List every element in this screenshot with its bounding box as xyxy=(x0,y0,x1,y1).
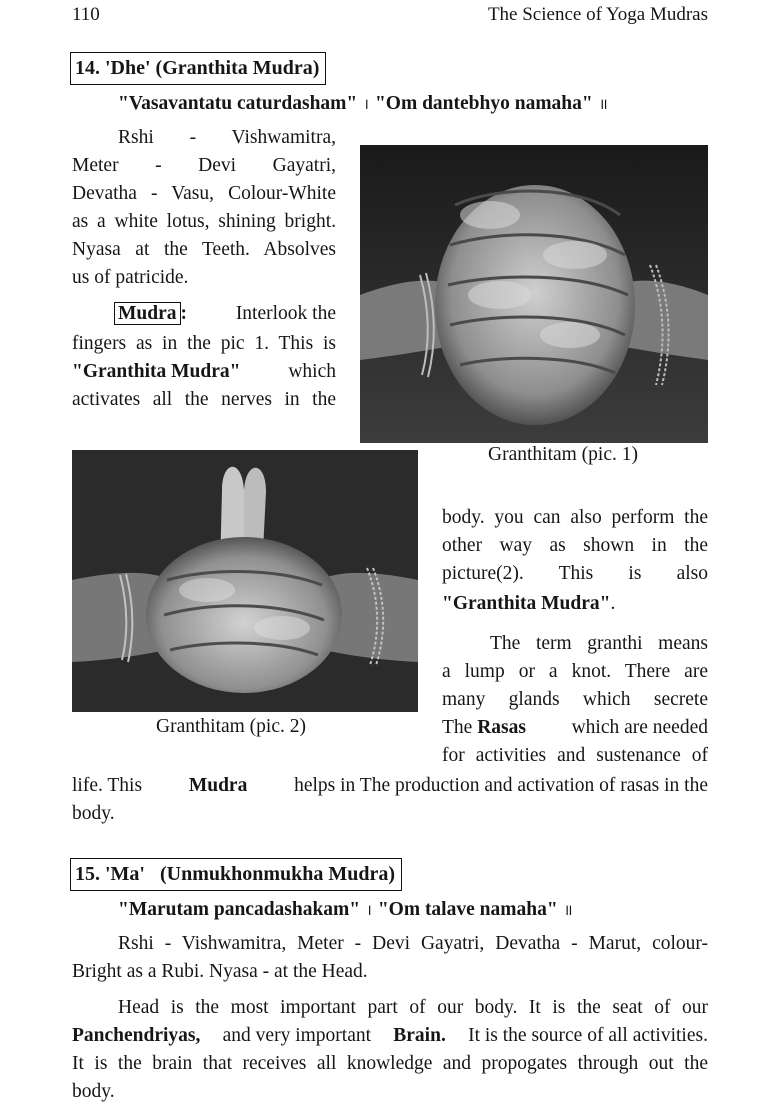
right-line-4 xyxy=(442,590,615,618)
granthi-line-2: a lump or a knot. There are xyxy=(442,661,708,682)
rshi-line-1: Rshi - Vishwamitra, Meter - Devi Gayatri, Devatha - Marut, colour- xyxy=(118,933,708,954)
mudra-line-1 xyxy=(114,300,336,328)
granthita-mudra-bold-2: "Granthita Mudra" xyxy=(442,593,611,614)
right-line-1: body. you can also perform the xyxy=(442,507,708,528)
mudra-line-3-rest: which xyxy=(288,361,336,382)
intro-line-4: as a white lotus, shining bright. xyxy=(72,211,336,232)
intro-line-3: Devatha - Vasu, Colour-White xyxy=(72,183,336,204)
pic-2-caption: Granthitam (pic. 2) xyxy=(156,716,306,737)
intro-line-1: Rshi - Vishwamitra, xyxy=(118,127,336,148)
body-end-line: body. xyxy=(72,803,115,824)
pic-1-caption: Granthitam (pic. 1) xyxy=(488,444,638,465)
mantra-separator: । xyxy=(363,97,369,113)
head-line-4: body. xyxy=(72,1081,115,1102)
head-line-2-rest: It is the source of all activities. xyxy=(468,1025,708,1046)
section-15-mantra xyxy=(118,896,579,925)
mantra-part-b: "Om dantebhyo namaha" xyxy=(374,93,593,114)
mantra-15-part-a: "Marutam pancadashakam" xyxy=(118,899,361,920)
mantra-15-end: ॥ xyxy=(563,903,573,919)
granthita-mudra-bold: "Granthita Mudra" xyxy=(72,361,241,382)
section-14-mantra xyxy=(118,90,614,119)
mantra-part-a: "Vasavantatu caturdasham" xyxy=(118,93,358,114)
intro-line-6: us of patricide. xyxy=(72,267,189,288)
granthi-line-3: many glands which secrete xyxy=(442,689,708,710)
head-line-2 xyxy=(72,1022,708,1050)
brain-bold: Brain. xyxy=(393,1025,446,1046)
life-bold: Mudra xyxy=(188,775,248,796)
granthi-line-1: The term granthi means xyxy=(490,633,708,654)
life-post: helps in The production and activation of rasas in the xyxy=(294,775,708,796)
period: . xyxy=(610,593,616,614)
running-title: The Science of Yoga Mudras xyxy=(487,4,708,25)
life-pre: life. This xyxy=(72,775,143,796)
head-line-1: Head is the most important part of our body. It is the seat of our xyxy=(118,997,708,1018)
granthita-photo-1 xyxy=(360,145,708,443)
intro-line-5: Nyasa at the Teeth. Absolves xyxy=(72,239,336,260)
rasas-pre: The xyxy=(442,717,473,738)
mudra-line-4: activates all the nerves in the xyxy=(72,389,336,410)
mantra-15-separator: । xyxy=(366,903,372,919)
section-15-number: 15. 'Ma' xyxy=(75,863,145,885)
rasas-line xyxy=(442,714,708,742)
mudra-line-3 xyxy=(72,358,336,386)
mantra-15-part-b: "Om talave namaha" xyxy=(377,899,558,920)
rasas-post: which are needed xyxy=(571,717,708,738)
rshi-line-2: Bright as a Rubi. Nyasa - at the Head. xyxy=(72,961,368,982)
panchendriyas-bold: Panchendriyas, xyxy=(72,1025,201,1046)
page-number: 110 xyxy=(72,4,100,25)
right-line-3: picture(2). This is also xyxy=(442,563,708,584)
mantra-end: ॥ xyxy=(598,97,608,113)
granthita-photo-2 xyxy=(72,450,418,712)
section-15-title xyxy=(70,858,402,891)
section-14-title: 14. 'Dhe' (Granthita Mudra) xyxy=(70,52,326,85)
intro-line-2: Meter - Devi Gayatri, xyxy=(72,155,336,176)
mudra-label: Mudra xyxy=(114,302,181,325)
mudra-line-2: fingers as in the pic 1. This is xyxy=(72,333,336,354)
section-15-name: (Unmukhonmukha Mudra) xyxy=(160,863,396,885)
right-line-2: other way as shown in the xyxy=(442,535,708,556)
head-line-2-mid: and very important xyxy=(222,1025,372,1046)
rasas-bold: Rasas xyxy=(477,717,526,738)
head-line-3: It is the brain that receives all knowledge and propogates through out the xyxy=(72,1053,708,1074)
sustenance-line: for activities and sustenance of xyxy=(442,745,708,766)
life-line xyxy=(72,772,708,800)
mudra-colon: : xyxy=(180,303,187,324)
mudra-line-1-rest: Interlook the xyxy=(235,303,336,324)
